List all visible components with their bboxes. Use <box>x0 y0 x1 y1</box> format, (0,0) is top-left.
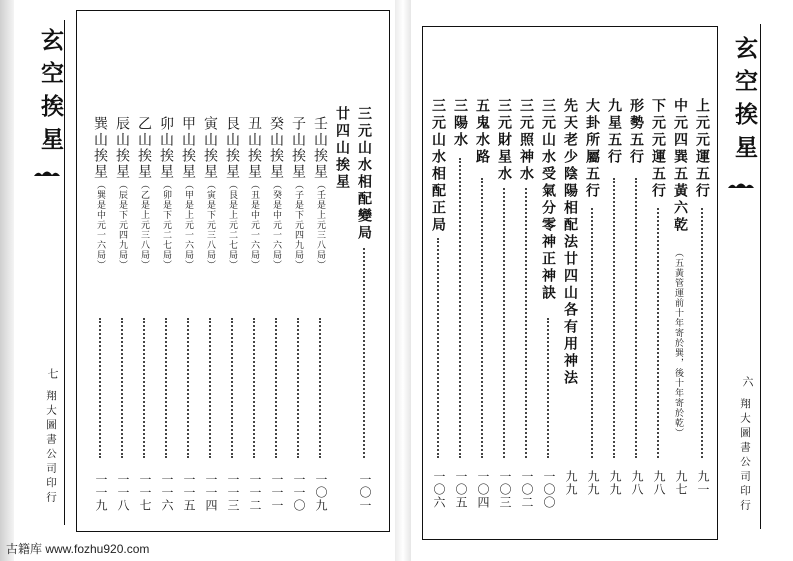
entry-page: 一一七 <box>138 473 152 512</box>
entry-title: 三元照神水 <box>518 98 534 183</box>
entry-name: 寅山挨星 <box>202 116 218 180</box>
entry-note-column <box>670 248 686 438</box>
entry-title <box>288 116 308 270</box>
entry-page: 一〇一 <box>358 473 372 512</box>
entry-page: 九八 <box>652 470 666 496</box>
entry-name: 壬山挨星 <box>312 116 328 180</box>
entry-page: 一一二 <box>248 473 262 512</box>
entry-name: 巽山挨星 <box>92 116 108 180</box>
entry-page: 九九 <box>564 470 578 496</box>
entry-title: 九星五行 <box>606 98 622 166</box>
book-gutter <box>395 0 411 561</box>
right-side-rule <box>760 24 761 529</box>
entry-title <box>244 116 264 270</box>
entry-name: 卯山挨星 <box>158 116 174 180</box>
entry-title: 三元山水相配變局 <box>356 106 372 242</box>
right-publisher: 翔大圖書公司印行 <box>739 398 751 514</box>
entry-title: 三元財星水 <box>496 98 512 183</box>
right-page-number: 六 <box>741 376 754 387</box>
entry-title <box>178 116 198 270</box>
book-title-right: 玄空挨星 <box>731 36 758 168</box>
scan-edge <box>0 0 14 561</box>
leader-dots <box>613 178 616 458</box>
entry-title <box>222 116 242 270</box>
entry-title: 先天老少陰陽相配法廿四山各有用神法 <box>562 98 578 387</box>
leader-dots <box>525 188 528 458</box>
entry-note: （壬是上元三八局） <box>315 180 325 270</box>
entry-name: 甲山挨星 <box>180 116 196 180</box>
entry-note: （乙是上元三八局） <box>139 180 149 270</box>
leader-dots <box>635 178 638 458</box>
left-page <box>14 10 394 545</box>
entry-page: 一一五 <box>182 473 196 512</box>
leader-dots <box>165 318 168 458</box>
left-publisher: 翔大圖書公司印行 <box>45 390 57 506</box>
entry-page: 一一四 <box>204 473 218 512</box>
entry-title: 形勢五行 <box>628 98 644 166</box>
entry-page: 一一八 <box>116 473 130 512</box>
entry-title: 五鬼水路 <box>474 98 490 166</box>
leader-dots <box>187 318 190 458</box>
entry-title <box>134 116 154 270</box>
entry-page: 一一六 <box>160 473 174 512</box>
entry-title: 上元元運五行 <box>694 98 710 200</box>
entry-note: （寅是下元三八局） <box>205 180 215 270</box>
right-page <box>412 14 780 544</box>
entry-page: 一一一 <box>270 473 284 512</box>
cloud-ornament-icon <box>726 180 756 192</box>
entry-name: 子山挨星 <box>290 116 306 180</box>
right-entry-list <box>426 98 712 528</box>
entry-title: 三元山水相配正局 <box>430 98 446 234</box>
site-watermark: 古籍库 www.fozhu920.com <box>6 542 150 556</box>
leader-dots <box>143 318 146 458</box>
entry-page: 一一三 <box>226 473 240 512</box>
leader-dots <box>363 248 366 458</box>
entry-title <box>310 116 330 270</box>
entry-title <box>156 116 176 270</box>
entry-title: 中元四巽五黃六乾 <box>672 98 688 234</box>
entry-note: （甲是上元一六局） <box>183 180 193 270</box>
left-entry-list <box>80 18 380 523</box>
entry-title: 大卦所屬五行 <box>584 98 600 200</box>
leader-dots <box>481 178 484 458</box>
left-side-rule <box>64 20 65 525</box>
entry-note: （子是下元四九局） <box>293 180 303 270</box>
leader-dots <box>121 318 124 458</box>
entry-page: 一〇三 <box>498 470 512 509</box>
entry-page: 九七 <box>674 470 688 496</box>
leader-dots <box>591 208 594 458</box>
leader-dots <box>459 158 462 458</box>
leader-dots <box>253 318 256 458</box>
leader-dots <box>99 318 102 458</box>
entry-page: 一一〇 <box>292 473 306 512</box>
entry-title <box>266 116 286 270</box>
entry-page: 一〇二 <box>520 470 534 509</box>
entry-page: 九九 <box>608 470 622 496</box>
entry-title: 下元元運五行 <box>650 98 666 200</box>
entry-note: （艮是上元二七局） <box>227 180 237 270</box>
leader-dots <box>319 318 322 458</box>
entry-name: 艮山挨星 <box>224 116 240 180</box>
entry-title: 三元山水受氣分零神正神訣 <box>540 98 556 302</box>
entry-page: 一一九 <box>94 473 108 512</box>
entry-note: （卯是下元二七局） <box>161 180 171 270</box>
entry-name: 丑山挨星 <box>246 116 262 180</box>
entry-title: 廿四山挨星 <box>334 106 350 191</box>
entry-page: 九八 <box>630 470 644 496</box>
leader-dots <box>701 208 704 458</box>
entry-page: 一〇四 <box>476 470 490 509</box>
leader-dots <box>503 188 506 458</box>
entry-title <box>90 116 110 270</box>
entry-note: （五黃管運前十年寄於巽，後十年寄於乾） <box>673 248 683 438</box>
leader-dots <box>275 318 278 458</box>
cloud-ornament-icon <box>32 168 62 180</box>
leader-dots <box>437 238 440 458</box>
entry-title <box>112 116 132 270</box>
left-page-number: 七 <box>46 368 59 379</box>
entry-page: 九一 <box>696 470 710 496</box>
entry-note: （巽是中元一六局） <box>95 180 105 270</box>
leader-dots <box>657 208 660 458</box>
entry-note: （丑是中元一六局） <box>249 180 259 270</box>
entry-note: （辰是下元四九局） <box>117 180 127 270</box>
leader-dots <box>209 318 212 458</box>
entry-title: 三陽水 <box>452 98 468 149</box>
entry-note: （癸是中元一六局） <box>271 180 281 270</box>
entry-page: 一〇六 <box>432 470 446 509</box>
leader-dots <box>231 318 234 458</box>
entry-page: 一〇〇 <box>542 470 556 509</box>
entry-page: 九九 <box>586 470 600 496</box>
entry-name: 癸山挨星 <box>268 116 284 180</box>
book-title-left: 玄空挨星 <box>37 28 64 160</box>
leader-dots <box>297 318 300 458</box>
entry-name: 乙山挨星 <box>136 116 152 180</box>
entry-page: 一〇九 <box>314 473 328 512</box>
entry-name: 辰山挨星 <box>114 116 130 180</box>
entry-page: 一〇五 <box>454 470 468 509</box>
entry-title <box>200 116 220 270</box>
leader-dots <box>547 318 550 458</box>
